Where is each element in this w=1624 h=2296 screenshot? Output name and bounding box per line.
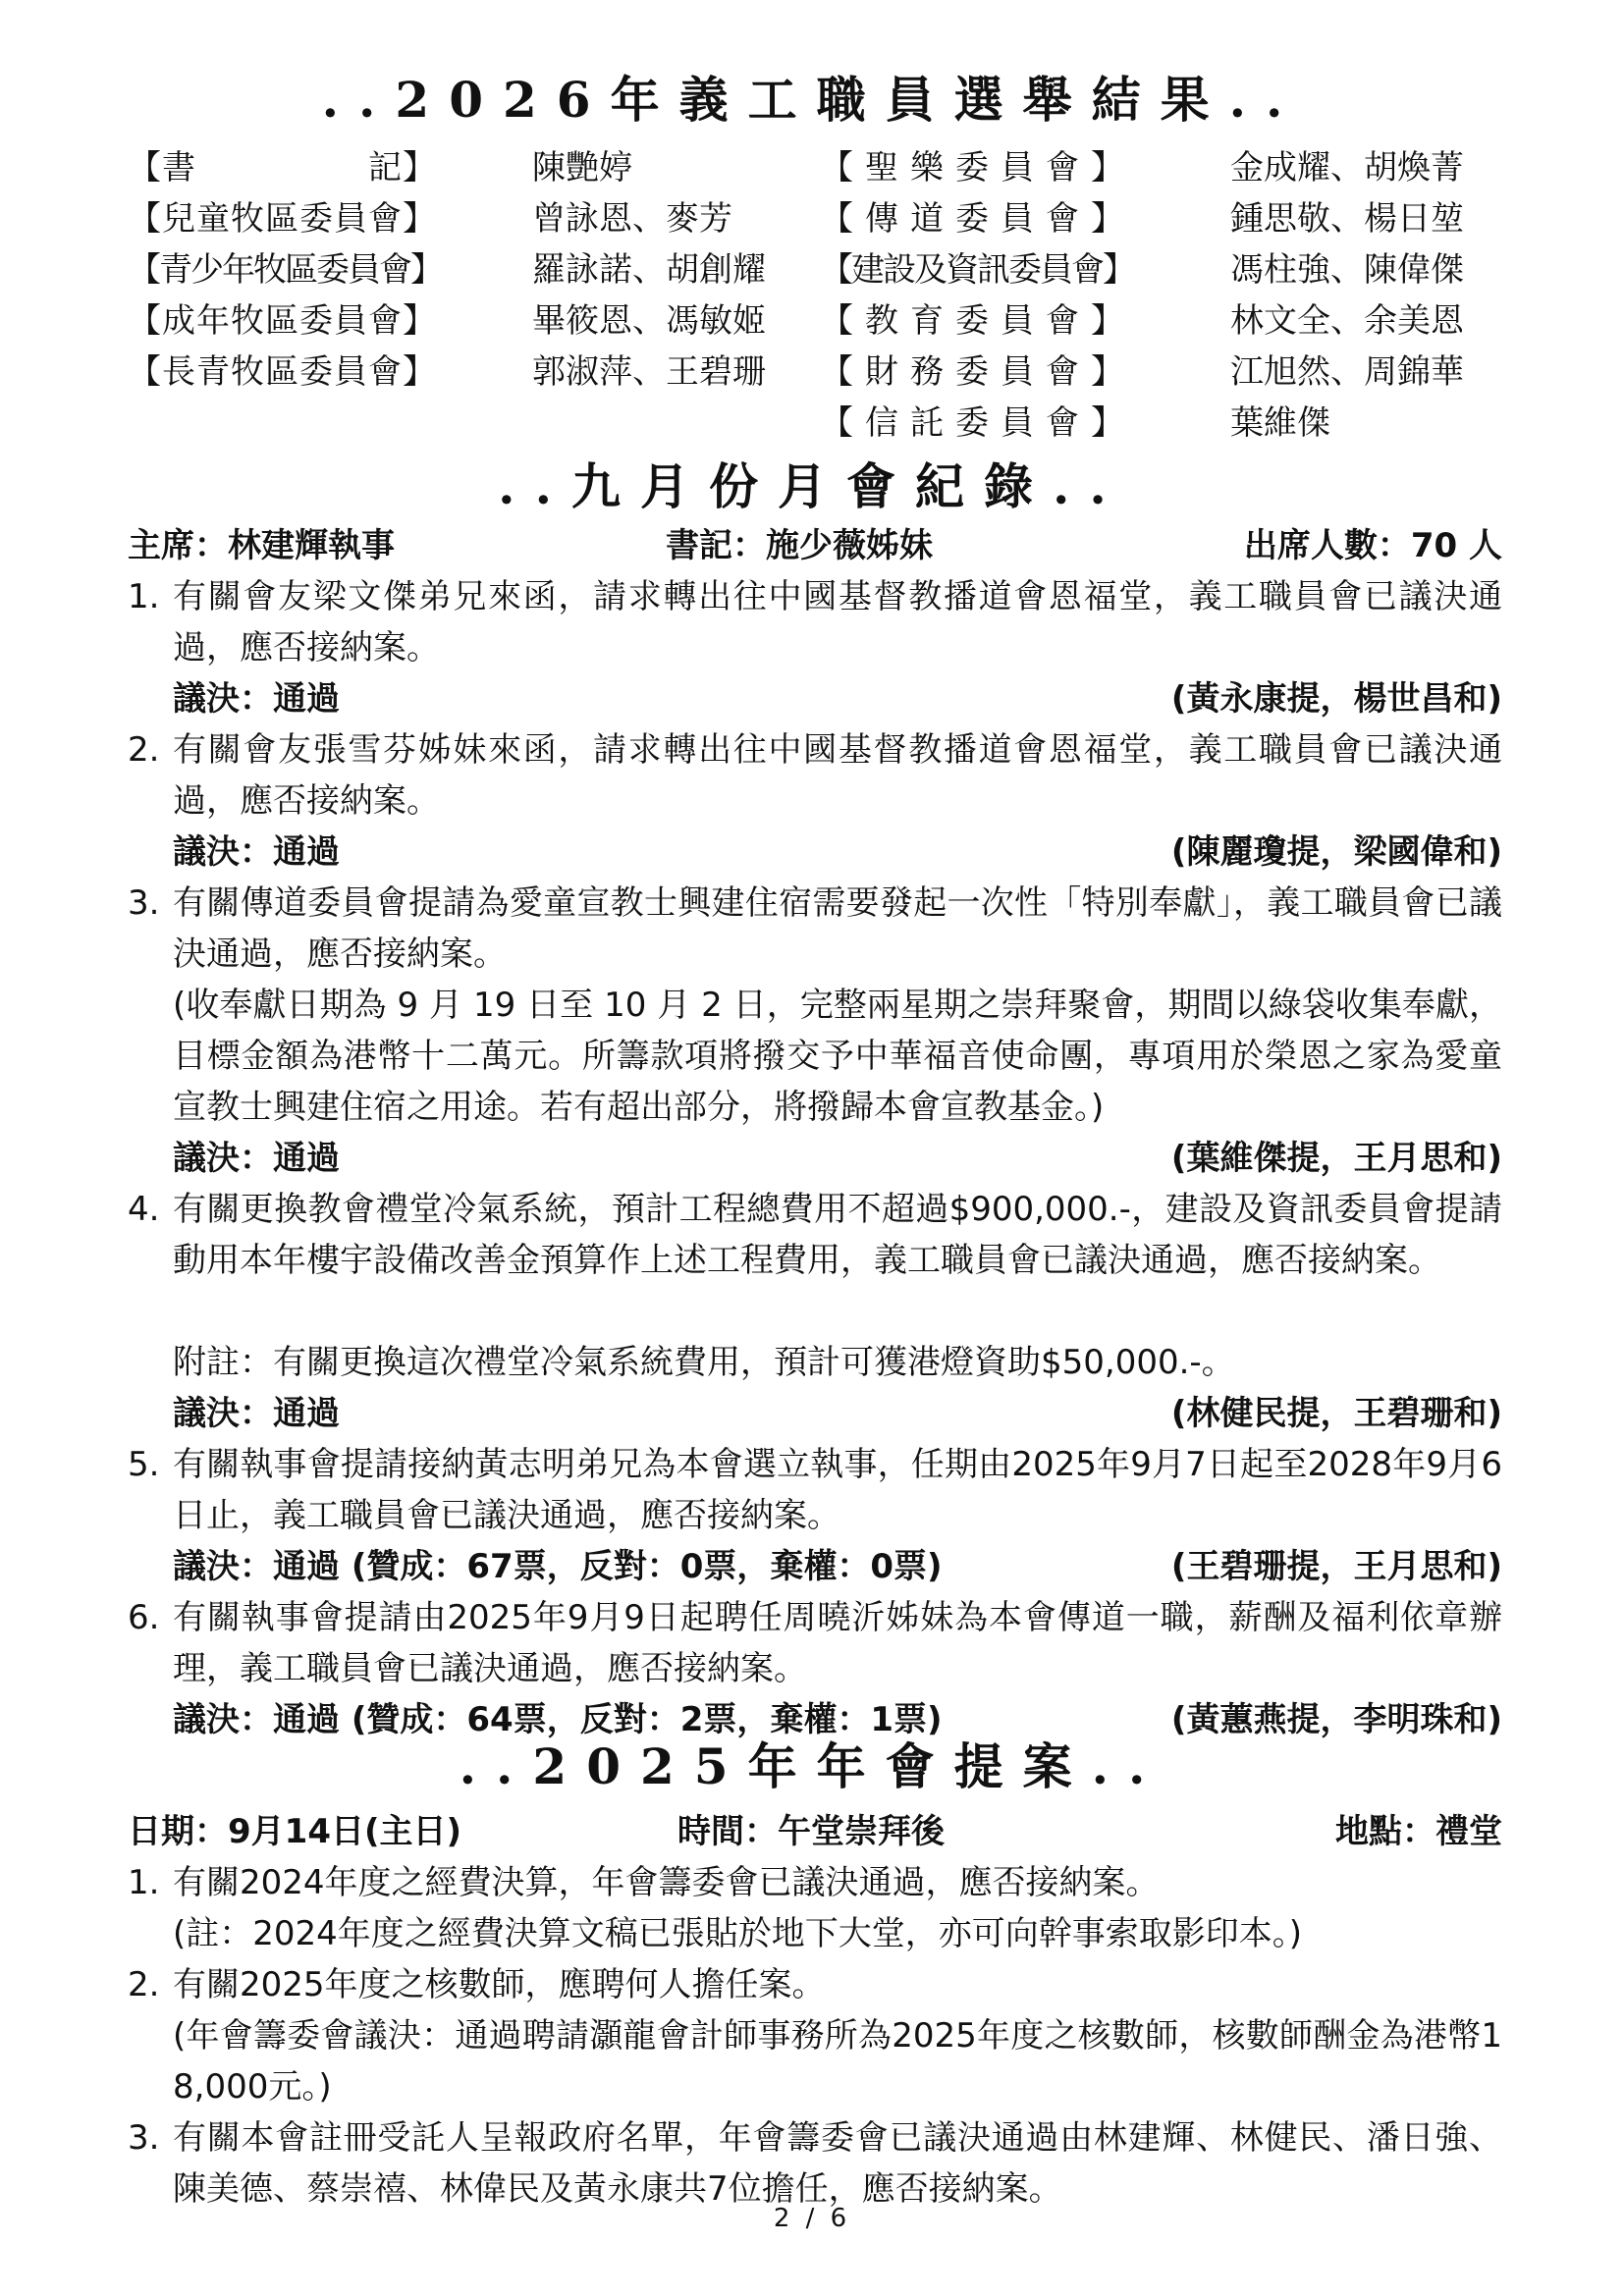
resolution: 議決：通過	[173, 679, 340, 719]
committee-members: 馮柱強、陳偉傑	[1230, 250, 1464, 290]
resolution: 議決：通過	[173, 1139, 340, 1178]
chair: 主席：林建輝執事	[128, 526, 395, 565]
motion: (陳麗瓊提，梁國偉和)	[1170, 832, 1502, 872]
committee-label: 【傳道委員會】	[820, 199, 1136, 239]
election-results-title: ..2026年義工職員選舉結果..	[321, 71, 1303, 129]
minutes-item-5-resolution	[173, 1541, 1502, 1592]
committee-members: 林文全、余美恩	[1230, 301, 1464, 341]
committee-members: 金成耀、胡煥菁	[1230, 148, 1464, 187]
item-text: 有關2025年度之核數師，應聘何人擔任案。	[173, 1965, 826, 2004]
agm-item-2-note: (年會籌委會議決：通過聘請灝龍會計師事務所為2025年度之核數師，核數師酬金為港幣18,000元。)	[173, 2016, 1502, 2107]
minutes-item-1-resolution	[173, 673, 1502, 724]
resolution: 議決：通過	[173, 832, 340, 872]
item-text: 有關執事會提請接納黃志明弟兄為本會選立執事，任期由2025年9月7日起至2028年9月6日止，義工職員會已議決通過，應否接納案。	[173, 1445, 1502, 1535]
item-number: 1.	[128, 577, 160, 616]
motion: (黃永康提，楊世昌和)	[1170, 679, 1502, 719]
committee-members: 郭淑萍、王碧珊	[532, 352, 766, 392]
secretary: 書記：施少薇姊妹	[666, 526, 933, 565]
agm-venue: 地點：禮堂	[1335, 1812, 1502, 1851]
agm-item-1-note: (註：2024年度之經費決算文稿已張貼於地下大堂，亦可向幹事索取影印本。)	[173, 1914, 1303, 1953]
committee-members: 江旭然、周錦華	[1230, 352, 1464, 392]
agm-date: 日期：9月14日(主日)	[128, 1812, 462, 1851]
item-text: 有關2024年度之經費決算，年會籌委會已議決通過，應否接納案。	[173, 1863, 1160, 1902]
agm-proposals-title: ..2025年年會提案..	[459, 1737, 1165, 1795]
committee-label: 【成年牧區委員會】	[128, 301, 437, 341]
page-number: 2 / 6	[773, 2204, 851, 2233]
item-number: 1.	[128, 1863, 160, 1902]
agm-header	[128, 1806, 1502, 1857]
item-text: 有關本會註冊受託人呈報政府名單，年會籌委會已議決通過由林建輝、林健民、潘日強、陳美德、蔡崇禧、林偉民及黃永康共7位擔任，應否接納案。	[173, 2118, 1502, 2209]
resolution: 議決：通過 (贊成：64票，反對：2票，棄權：1票)	[173, 1700, 943, 1739]
motion: (王碧珊提，王月思和)	[1170, 1547, 1502, 1586]
minutes-item-4-resolution	[173, 1388, 1502, 1439]
attendance: 出席人數：70 人	[1243, 526, 1502, 565]
minutes-item-2-resolution	[173, 827, 1502, 878]
motion: (林健民提，王碧珊和)	[1170, 1394, 1502, 1433]
minutes-item-3-resolution	[173, 1133, 1502, 1184]
motion: (黃蕙燕提，李明珠和)	[1170, 1700, 1502, 1739]
item-number: 3.	[128, 883, 160, 923]
item-text: 有關執事會提請由2025年9月9日起聘任周曉沂姊妹為本會傳道一職，薪酬及福利依章辦理，義工職員會已議決通過，應否接納案。	[173, 1598, 1502, 1688]
agm-time: 時間：午堂崇拜後	[677, 1812, 945, 1851]
item-text: 有關會友梁文傑弟兄來函，請求轉出往中國基督教播道會恩福堂，義工職員會已議決通過，應否接納案。	[173, 577, 1502, 667]
resolution: 議決：通過 (贊成：67票，反對：0票，棄權：0票)	[173, 1547, 943, 1586]
committee-label: 【書 記】	[128, 148, 437, 187]
minutes-item-3-note: (收奉獻日期為 9 月 19 日至 10 月 2 日，完整兩星期之崇拜聚會，期間以綠袋收集奉獻，目標金額為港幣十二萬元。所籌款項將撥交予中華福音使命團，專項用於榮恩之家為愛童宣教士興建住宿之用途。若有超出部分，將撥歸本會宣教基金。)	[173, 986, 1502, 1127]
committee-members: 羅詠諾、胡創耀	[532, 250, 766, 290]
committee-label: 【財務委員會】	[820, 352, 1136, 392]
committee-members: 葉維傑	[1230, 403, 1330, 443]
committee-label: 【青少年牧區委員會】	[128, 250, 442, 290]
committee-label: 【教育委員會】	[820, 301, 1136, 341]
item-number: 5.	[128, 1445, 160, 1484]
meeting-minutes-title: ..九月份月會紀錄..	[498, 457, 1126, 515]
committee-members: 鍾思敬、楊日堃	[1230, 199, 1464, 239]
item-number: 2.	[128, 730, 160, 770]
item-number: 3.	[128, 2118, 160, 2158]
committee-label: 【聖樂委員會】	[820, 148, 1136, 187]
minutes-item-4-note: 附註：有關更換這次禮堂冷氣系統費用，預計可獲港燈資助$50,000.-。	[173, 1343, 1235, 1382]
item-number: 6.	[128, 1598, 160, 1637]
committee-label: 【兒童牧區委員會】	[128, 199, 437, 239]
item-number: 4.	[128, 1190, 160, 1229]
committee-members: 陳艷婷	[532, 148, 632, 187]
item-text: 有關更換教會禮堂冷氣系統，預計工程總費用不超過$900,000.-，建設及資訊委員會提請動用本年樓宇設備改善金預算作上述工程費用，義工職員會已議決通過，應否接納案。	[173, 1190, 1502, 1280]
committee-members: 畢筱恩、馮敏姬	[532, 301, 766, 341]
item-text: 有關會友張雪芬姊妹來函，請求轉出往中國基督教播道會恩福堂，義工職員會已議決通過，應否接納案。	[173, 730, 1502, 821]
item-number: 2.	[128, 1965, 160, 2004]
committee-members: 曾詠恩、麥芳	[532, 199, 732, 239]
minutes-header	[128, 520, 1502, 571]
committee-label: 【信託委員會】	[820, 403, 1136, 443]
committee-label: 【長青牧區委員會】	[128, 352, 437, 392]
resolution: 議決：通過	[173, 1394, 340, 1433]
motion: (葉維傑提，王月思和)	[1170, 1139, 1502, 1178]
item-text: 有關傳道委員會提請為愛童宣教士興建住宿需要發起一次性「特別奉獻」，義工職員會已議決通過，應否接納案。	[173, 883, 1502, 974]
committee-label: 【建設及資訊委員會】	[820, 250, 1134, 290]
